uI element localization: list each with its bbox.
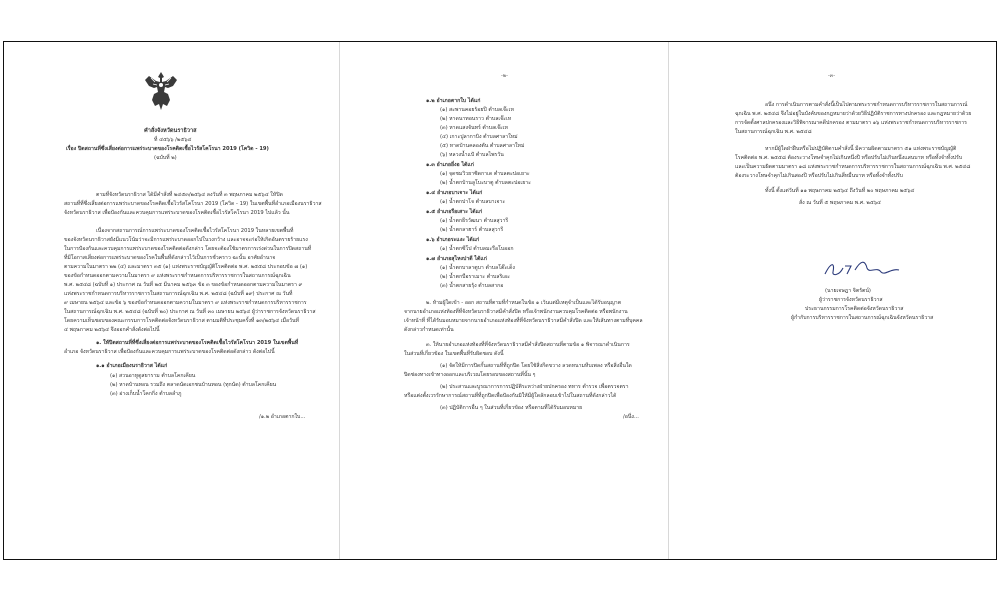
p1-para2-line: แห่งพระราชกำหนดการบริหารราชการในสถานการณ์ฉุกเฉิน พ.ศ. ๒๕๔๘ (ฉบับที่ ๑๙) ประกาศ ณ วันที่ xyxy=(64,291,293,297)
list-item: (๒) น้ำตกลาฮาร์ ตำบลสุวารี xyxy=(440,227,504,233)
list-item: (๔) เกาะปูลากาบิง ตำบลศาลาใหม่ xyxy=(440,134,518,140)
list-item: (๑) จุดชมวิวยาซิดกาเด ตำบลตะปอเยาะ xyxy=(440,171,530,177)
page-2 xyxy=(340,42,669,559)
list-item: (๓) หาดแสงจันทร์ ตำบลเจ๊ะเห xyxy=(440,125,508,131)
list-item: (๑) สวนอาหูดูสยาราม ตำบลโคกเคียน xyxy=(110,373,196,379)
order-subject: เรื่อง ปิดสถานที่ซึ่งเสี่ยงต่อการแพร่ระบาดของโรคติดเชื้อไวรัสโคโรนา 2019 (โควิด - 19) xyxy=(66,146,269,152)
order-title: คำสั่งจังหวัดนราธิวาส xyxy=(144,128,197,134)
p2-item3-line: ปิดช่องทางเข้าทางออกและบริเวณโดยรอบของสถานที่นั้น ๆ xyxy=(404,372,536,378)
p1-para2-line: ของจังหวัดนราธิวาสยังมีแนวโน้มว่าจะมีการแพร่ระบาดออกไปในวงกว้าง และอาจจะก่อให้เกิดอันตรายร้ายแรง xyxy=(64,237,308,243)
section-heading: ๑.๕ อำเภอรือเสาะ ได้แก่ xyxy=(426,209,483,215)
p1-para2-line: ในการป้องกันและควบคุมการแพร่ระบาดของโรคติดต่อดังกล่าว โดยจะต้องใช้มาตรการเร่งด่วนในการปิดสถานที่ xyxy=(64,246,312,252)
page-number: -๓- xyxy=(828,73,836,79)
page-continuation: /อนึ่ง... xyxy=(623,414,639,420)
page-number: -๒- xyxy=(501,73,508,79)
p1-para2-line: พ.ศ. ๒๕๔๘ (ฉบับที่ ๑) ประกาศ ณ วันที่ ๒๕ มีนาคม ๒๕๖๓ ข้อ ๓ ของข้อกำหนดออกตามความในมาตรา ๙ xyxy=(64,282,303,288)
signer-title: ประธานกรรมการโรคติดต่อจังหวัดนราธิวาส xyxy=(805,306,904,312)
section-heading: ๑.๓ อำเภอยี่งอ ได้แก่ xyxy=(426,162,474,168)
list-item: (๓) น้ำตกสายรุ้ง ตำบลสากอ xyxy=(440,283,504,289)
p2-item3-line: (๑) จัดให้มีการปิดกั้นสถานที่ที่ถูกปิด โดยใช้สิ่งกีดขวาง ลวดหนามหีบเพลง หรือสิ่งอื่นใด xyxy=(440,363,632,369)
p2-item2-line: ดังกล่าวกำหนดเท่านั้น xyxy=(404,327,454,333)
list-item: (๒) หาดบ้านทอน รวมถึง ตลาดนัดเอกชนบ้านทอน (ทุกนัด) ตำบลโคกเคียน xyxy=(110,382,277,388)
p3-para2-line: ต้องระวางโทษจำคุกไม่เกินสองปี หรือปรับไม่เกินสี่หมื่นบาท หรือทั้งจำทั้งปรับ xyxy=(735,173,903,179)
p1-para1-line: สถานที่ที่ซึ่งเสี่ยงต่อการแพร่ระบาดของโรคติดเชื้อไวรัสโคโรนา 2019 (โควิด - 19) ในเขตพื้นที่อำเภอเมืองนราธิวาส xyxy=(64,201,322,207)
list-item: (๑) น้ำตกปาโจ ตำบลบาเจาะ xyxy=(440,199,506,205)
p1-item1-line: ๑. ให้ปิดสถานที่ที่ซึ่งเสี่ยงต่อการแพร่ระบาดของโรคติดเชื้อไวรัสโคโรนา 2019 ในเขตพื้นที่ xyxy=(96,340,299,346)
p1-para2-line: โดยความเห็นชอบของคณะกรรมการโรคติดต่อจังหวัดนราธิวาส ตามมติที่ประชุมครั้งที่ ๑๓/๒๕๖๔ เมื่อวันที่ xyxy=(64,318,299,324)
section-heading: ๑.๔ อำเภอบาเจาะ ได้แก่ xyxy=(426,190,483,196)
page-continuation: /๑.๒ อำเภอตากใบ... xyxy=(259,414,306,420)
p2-item3-line: หรือแต่งตั้งเวรรักษาการณ์สถานที่ที่ถูกปิดเพื่อป้องกันมิให้มีผู้ใดลักลอบเข้าไปในสถานที่ดังกล่าวได้ xyxy=(404,393,617,399)
list-item: (๓) อ่างเก็บน้ำโคกกิ่ง ตำบลลำภู xyxy=(110,391,182,397)
p1-para2-line: ของข้อกำหนดออกตามความในมาตรา ๙ แห่งพระราชกำหนดการบริหารราชการในสถานการณ์ฉุกเฉิน xyxy=(64,273,291,279)
p1-para2-line: ๔ พฤษภาคม ๒๕๖๔ จึงออกคำสั่งดังต่อไปนี้ xyxy=(64,327,160,333)
ordered-date: สั่ง ณ วันที่ ๕ พฤษภาคม พ.ศ. ๒๕๖๔ xyxy=(799,200,881,206)
p1-para2-line: ๙ เมษายน ๒๕๖๔ และข้อ ๖ ของข้อกำหนดออกตามความในมาตรา ๙ แห่งพระราชกำหนดการบริหารราชการ xyxy=(64,300,307,306)
p1-para2-line: ตามความในมาตรา ๒๒ (๔) และมาตรา ๓๕ (๑) แห่งพระราชบัญญัติโรคติดต่อ พ.ศ. ๒๕๕๘ ประกอบข้อ ๗ (๑) xyxy=(64,264,308,270)
p3-para2-line: โรคติดต่อ พ.ศ. ๒๕๕๘ ต้องระวางโทษจำคุกไม่เกินหนึ่งปี หรือปรับไม่เกินหนึ่งแสนบาท หรือทั้งจำทั้งปรับ xyxy=(735,155,963,161)
list-item: (๑) น้ำตกบาลาตูบา ตำบลโต๊ะเด็ง xyxy=(440,265,515,271)
p3-para1-line: การจัดตั้งศาลปกครองและวิธีพิจารณาคดีปกครอง ตามมาตรา ๑๖ แห่งพระราชกำหนดการบริหารราชการ xyxy=(735,120,967,126)
signer-title: ผู้กำกับการบริหารราชการในสถานการณ์ฉุกเฉินจังหวัดนราธิวาส xyxy=(791,315,934,321)
list-item: (๑) น้ำตกซีโป ตำบลมะรือโบออก xyxy=(440,246,514,252)
p1-item1-line: อำเภอ จังหวัดนราธิวาส เพื่อป้องกันและควบคุมการแพร่ระบาดของโรคติดต่อดังกล่าว ดังต่อไปนี้ xyxy=(64,349,275,355)
p3-para2-line: และเป็นความผิดตามมาตรา ๑๘ แห่งพระราชกำหนดการบริหารราชการในสถานการณ์ฉุกเฉิน พ.ศ. ๒๕๔๘ xyxy=(735,164,971,170)
section-heading: ๑.๗ อำเภอสุไหงปาดี ได้แก่ xyxy=(426,256,487,262)
p1-para2-line: ที่มีโอกาสเสี่ยงต่อการแพร่ระบาดของโรคในพื้นที่ดังกล่าวไว้เป็นการชั่วคราว ฉะนั้น อาศัยอำนาจ xyxy=(64,255,276,261)
p2-item2-line: ๒. ห้ามผู้ใดเข้า - ออก สถานที่ตามที่กำหนดในข้อ ๑ เว้นแต่มีเหตุจำเป็นและได้รับอนุญาต xyxy=(426,300,622,306)
p1-para1-line: จังหวัดนราธิวาส เพื่อป้องกันและควบคุมการแพร่ระบาดของโรคติดเชื้อไวรัสโคโรนา 2019 ไปแล้ว นั้น xyxy=(64,210,290,216)
page-1 xyxy=(4,42,340,559)
p1-para1-line: ตามที่จังหวัดนราธิวาส ได้มีคำสั่งที่ ๒๔๕๓/๒๕๖๔ ลงวันที่ ๓ พฤษภาคม ๒๕๖๔ ให้ปิด xyxy=(96,192,283,198)
p2-item3-line: (๓) ปฏิบัติการอื่น ๆ ในส่วนที่เกี่ยวข้อง หรือตามที่ได้รับมอบหมาย xyxy=(440,405,583,411)
list-item: (๑) สะพานคอยร้อยปี ตำบลเจ๊ะเห xyxy=(440,107,514,113)
p2-item3-line: ๓. ให้นายอำเภอแห่งท้องที่ที่จังหวัดนราธิวาสมีคำสั่งปิดสถานที่ตามข้อ ๑ พิจารณาดำเนินการ xyxy=(426,342,630,348)
p3-para1-line: ในสถานการณ์ฉุกเฉิน พ.ศ. ๒๕๔๘ xyxy=(735,129,812,135)
list-item: (๖) หลวงน้ำแป้ ตำบลไพรวัน xyxy=(440,152,504,158)
list-item: (๒) หาดนาทอนราว ตำบลเจ๊ะเห xyxy=(440,116,512,122)
section-heading: ๑.๒ อำเภอตากใบ ได้แก่ xyxy=(426,98,481,104)
order-number: ที่ ๔๕๖๖ /๒๕๖๔ xyxy=(154,137,192,143)
list-item: (๒) น้ำตกบ้านลูโบะบาตู ตำบลตะปอเยาะ xyxy=(440,180,531,186)
p2-item3-line: ในส่วนที่เกี่ยวข้อง ในเขตพื้นที่รับผิดชอบ ดังนี้ xyxy=(404,351,504,357)
document-frame xyxy=(3,41,997,560)
p3-para2-line: หากมีผู้ใดฝ่าฝืนหรือไม่ปฏิบัติตามคำสั่งนี้ มีความผิดตามมาตรา ๕๑ แห่งพระราชบัญญัติ xyxy=(765,146,957,152)
section-heading: ๑.๖ อำเภอระแงะ ได้แก่ xyxy=(426,237,480,243)
order-issue: (ฉบับที่ ๒) xyxy=(154,155,177,161)
signature-icon xyxy=(821,258,901,280)
p3-para1-line: อนึ่ง การดำเนินการตามคำสั่งนี้เป็นไปตามพระราชกำหนดการบริหารราชการในสถานการณ์ xyxy=(765,102,968,108)
section-heading: ๑.๑ อำเภอเมืองนราธิวาส ได้แก่ xyxy=(96,363,168,369)
page-3 xyxy=(669,42,996,559)
garuda-emblem-icon xyxy=(143,70,179,112)
list-item: (๑) น้ำตกธีรวัฒนา ตำบลสุวารี xyxy=(440,218,509,224)
list-item: (๒) น้ำตกบือราเมาะ ตำบลริเอะ xyxy=(440,274,510,280)
effective-period: ทั้งนี้ ตั้งแต่วันที่ ๑๑ พฤษภาคม ๒๕๖๔ ถึงวันที่ ๒๐ พฤษภาคม ๒๕๖๔ xyxy=(765,188,915,194)
p1-para2-line: เนื่องจากสถานการณ์การแพร่ระบาดของโรคติดเชื้อไวรัสโคโรนา 2019 ในหลายเขตพื้นที่ xyxy=(96,228,294,234)
p1-para2-line: ในสถานการณ์ฉุกเฉิน พ.ศ. ๒๕๔๘ (ฉบับที่ ๒๐) ประกาศ ณ วันที่ ๓๐ เมษายน ๒๕๖๔ ผู้ว่าราชการจังหวัดนราธิวาส xyxy=(64,309,316,315)
list-item: (๕) หาดบ้านคลองตัน ตำบลศาลาใหม่ xyxy=(440,143,525,149)
p2-item3-line: (๒) ประสานและบูรณาการการปฏิบัติระหว่างฝ่ายปกครอง ทหาร ตำรวจ เพื่อตรวจตรา xyxy=(440,384,629,390)
signer-title: ผู้ว่าราชการจังหวัดนราธิวาส xyxy=(819,297,883,303)
signer-name: (นายเจษฎา จิตรัตน์) xyxy=(825,288,871,294)
p3-para1-line: ฉุกเฉิน พ.ศ. ๒๕๔๘ จึงไม่อยู่ในบังคับของกฎหมายว่าด้วยวิธีปฏิบัติราชการทางปกครอง และกฎหมายว่าด้วย xyxy=(735,111,972,117)
p2-item2-line: จากนายอำเภอแห่งท้องที่ที่จังหวัดนราธิวาสมีคำสั่งปิด หรือเจ้าพนักงานควบคุมโรคติดต่อ หรือพนักงาน xyxy=(404,309,628,315)
p2-item2-line: เจ้าหน้าที่ ที่ได้รับมอบหมายจากนายอำเภอแห่งท้องที่ที่จังหวัดนราธิวาสมีคำสั่งปิด และให้เส้นทางตามที่บุคคล xyxy=(404,318,643,324)
